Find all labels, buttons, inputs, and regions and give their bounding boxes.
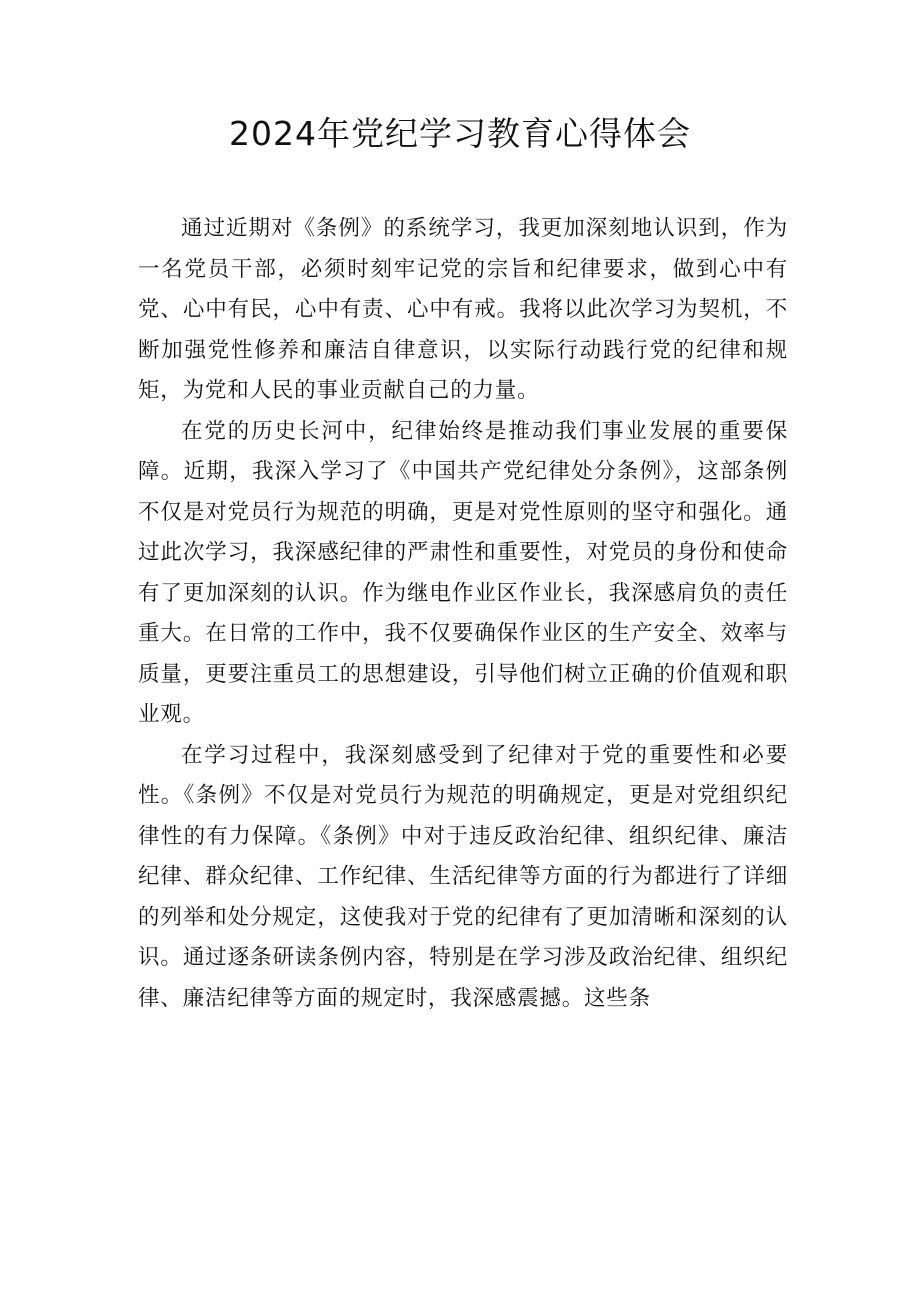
- paragraph-3: 在学习过程中，我深刻感受到了纪律对于党的重要性和必要性。《条例》不仅是对党员行为规范的明确规定，更是对党组织纪律性的有力保障。《条例》中对于违反政治纪律、组织纪律、廉洁纪律、群众纪律、工作纪律、生活纪律等方面的行为都进行了详细的列举和处分规定，这使我对于党的纪律有了更加清晰和深刻的认识。通过逐条研读条例内容，特别是在学习涉及政治纪律、组织纪律、廉洁纪律等方面的规定时，我深感震撼。这些条: [138, 742, 788, 1011]
- document-body: [138, 209, 788, 1019]
- paragraph-2: 在党的历史长河中，纪律始终是推动我们事业发展的重要保障。近期，我深入学习了《中国共产党纪律处分条例》，这部条例不仅是对党员行为规范的明确，更是对党性原则的坚守和强化。通过此次学习，我深感纪律的严肃性和重要性，对党员的身份和使命有了更加深刻的认识。作为继电作业区作业长，我深感肩负的责任重大。在日常的工作中，我不仅要确保作业区的生产安全、效率与质量，更要注重员工的思想建设，引导他们树立正确的价值观和职业观。: [138, 418, 788, 727]
- document-title: 2024年党纪学习教育心得体会: [229, 114, 691, 153]
- paragraph-1: 通过近期对《条例》的系统学习，我更加深刻地认识到，作为一名党员干部，必须时刻牢记党的宗旨和纪律要求，做到心中有党、心中有民，心中有责、心中有戒。我将以此次学习为契机，不断加强党性修养和廉洁自律意识，以实际行动践行党的纪律和规矩，为党和人民的事业贡献自己的力量。: [138, 216, 788, 403]
